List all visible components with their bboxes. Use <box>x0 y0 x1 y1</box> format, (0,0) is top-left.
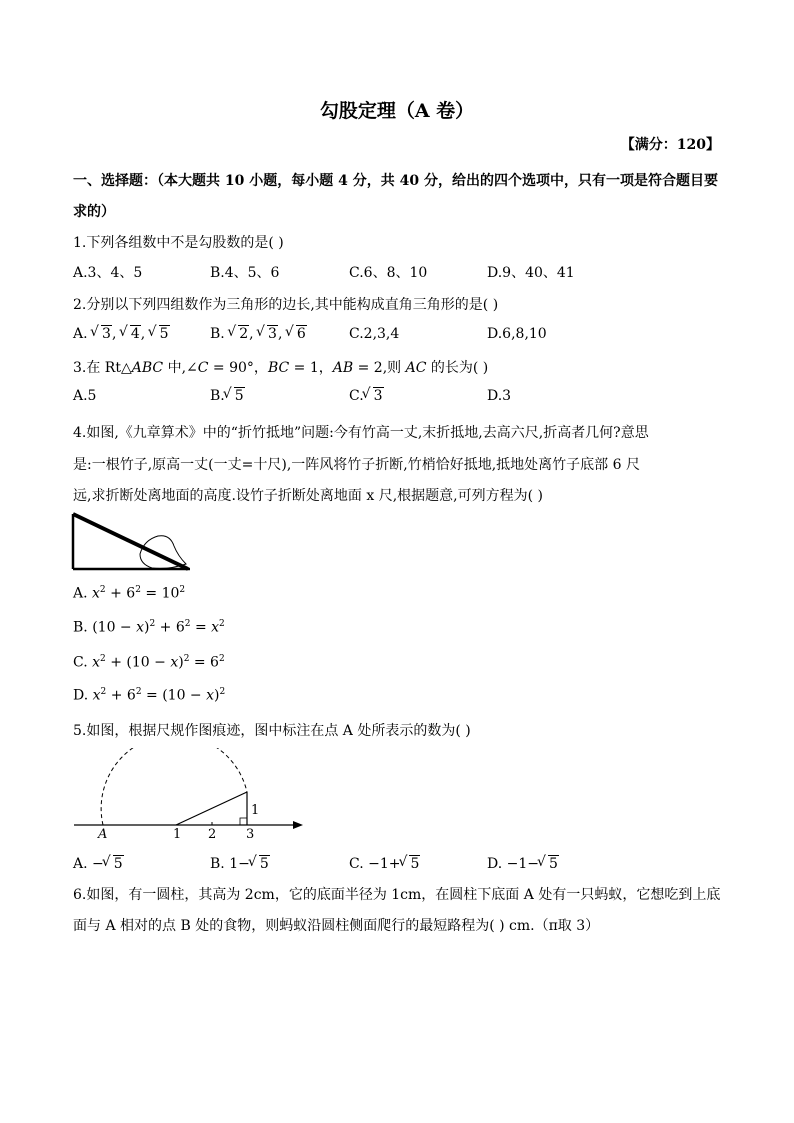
q3-option-d: D.3 <box>487 388 512 404</box>
page-title: 勾股定理（A 卷） <box>319 100 475 122</box>
q5-option-c: C. −1+√ 5 <box>349 856 420 872</box>
sqrt-symbol: √ 5 <box>225 388 245 404</box>
bamboo-figure <box>70 512 195 574</box>
sqrt-symbol: √ 6 <box>287 326 307 342</box>
tick-2: 2 <box>208 827 217 842</box>
q4-option-a: A. $x^2 + 6^2 = 10^2$ <box>73 585 186 602</box>
q3-option-c: C.√ 3 <box>349 388 384 404</box>
question-2-stem: 2.分别以下列四组数作为三角形的边长,其中能构成直角三角形的是( ) <box>73 297 499 313</box>
question-4-line-2: 是:一根竹子,原高一丈(一丈=十尺),一阵风将竹子折断,竹梢恰好抵地,抵地处离竹子底部 6 尺 <box>73 457 640 473</box>
question-1-stem: 1.下列各组数中不是勾股数的是( ) <box>73 235 284 251</box>
sqrt-symbol: √ 5 <box>539 856 559 872</box>
q1-option-d: D.9、40、41 <box>487 265 575 281</box>
q5-option-d: D. −1−√ 5 <box>487 856 559 872</box>
question-6-text: 6.如图，有一圆柱，其高为 2cm，它的底面半径为 1cm，在圆柱下底面 A 处有一只蚂蚁，它想吃到上底面与 A 相对的点 B 处的食物，则蚂蚁沿圆柱侧面爬行的最短路程为( ) cm.（π取 3） <box>73 887 721 934</box>
side-length-label: 1 <box>251 803 260 818</box>
q1-option-c: C.6、8、10 <box>349 265 428 281</box>
question-5-stem: 5.如图，根据尺规作图痕迹，图中标注在点 A 处所表示的数为( ) <box>73 723 471 739</box>
tick-3: 3 <box>246 827 255 842</box>
q3-option-b: B.√ 5 <box>210 388 245 404</box>
q2-option-b: B. √ 2, √ 3, √ 6 <box>210 326 307 342</box>
full-score: 【满分：120】 <box>620 137 720 153</box>
question-4-line-3: 远,求折断处离地面的高度.设竹子折断处离地面 x 尺,根据题意,可列方程为( ) <box>73 488 543 504</box>
q2-option-d: D.6,8,10 <box>487 326 547 342</box>
sqrt-symbol: √ 5 <box>150 326 170 342</box>
number-line-figure <box>70 748 310 843</box>
sqrt-symbol: √ 3 <box>92 326 112 342</box>
sqrt-symbol: √ 2 <box>229 326 249 342</box>
sqrt-symbol: √ 5 <box>400 856 420 872</box>
sqrt-symbol: √ 5 <box>104 856 124 872</box>
tick-1: 1 <box>173 827 182 842</box>
q4-option-d: D. $x^2 + 6^2 = (10 - x)^2$ <box>73 687 226 704</box>
sqrt-symbol: √ 3 <box>258 326 278 342</box>
q2-option-c: C.2,3,4 <box>349 326 400 342</box>
label-A: A <box>98 827 108 842</box>
question-4-line-1: 4.如图,《九章算术》中的“折竹抵地”问题:今有竹高一丈,末折抵地,去高六尺,折高者几何?意思 <box>73 425 649 441</box>
q1-option-a: A.3、4、5 <box>73 265 143 281</box>
section-heading: 一、选择题：（本大题共 10 小题，每小题 4 分，共 40 分，给出的四个选项中，只有一项是符合题目要求的） <box>73 173 718 220</box>
sqrt-symbol: √ 4 <box>121 326 141 342</box>
question-3-stem: 3.在 Rt△ABC 中,∠C = 90°，BC = 1，AB = 2,则 AC 的长为( ) <box>73 360 489 376</box>
q5-option-a: A. −√ 5 <box>73 856 124 872</box>
q2-option-a: A. √ 3, √ 4, √ 5 <box>73 326 170 342</box>
q3-option-a: A.5 <box>73 388 97 404</box>
q1-option-b: B.4、5、6 <box>210 265 280 281</box>
q4-option-c: C. $x^2 + (10 - x)^2 = 6^2$ <box>73 654 225 671</box>
q5-option-b: B. 1−√ 5 <box>210 856 270 872</box>
sqrt-symbol: √ 5 <box>250 856 270 872</box>
sqrt-symbol: √ 3 <box>364 388 384 404</box>
q4-option-b: B. $(10 - x)^2 + 6^2 = x^2$ <box>73 619 225 636</box>
